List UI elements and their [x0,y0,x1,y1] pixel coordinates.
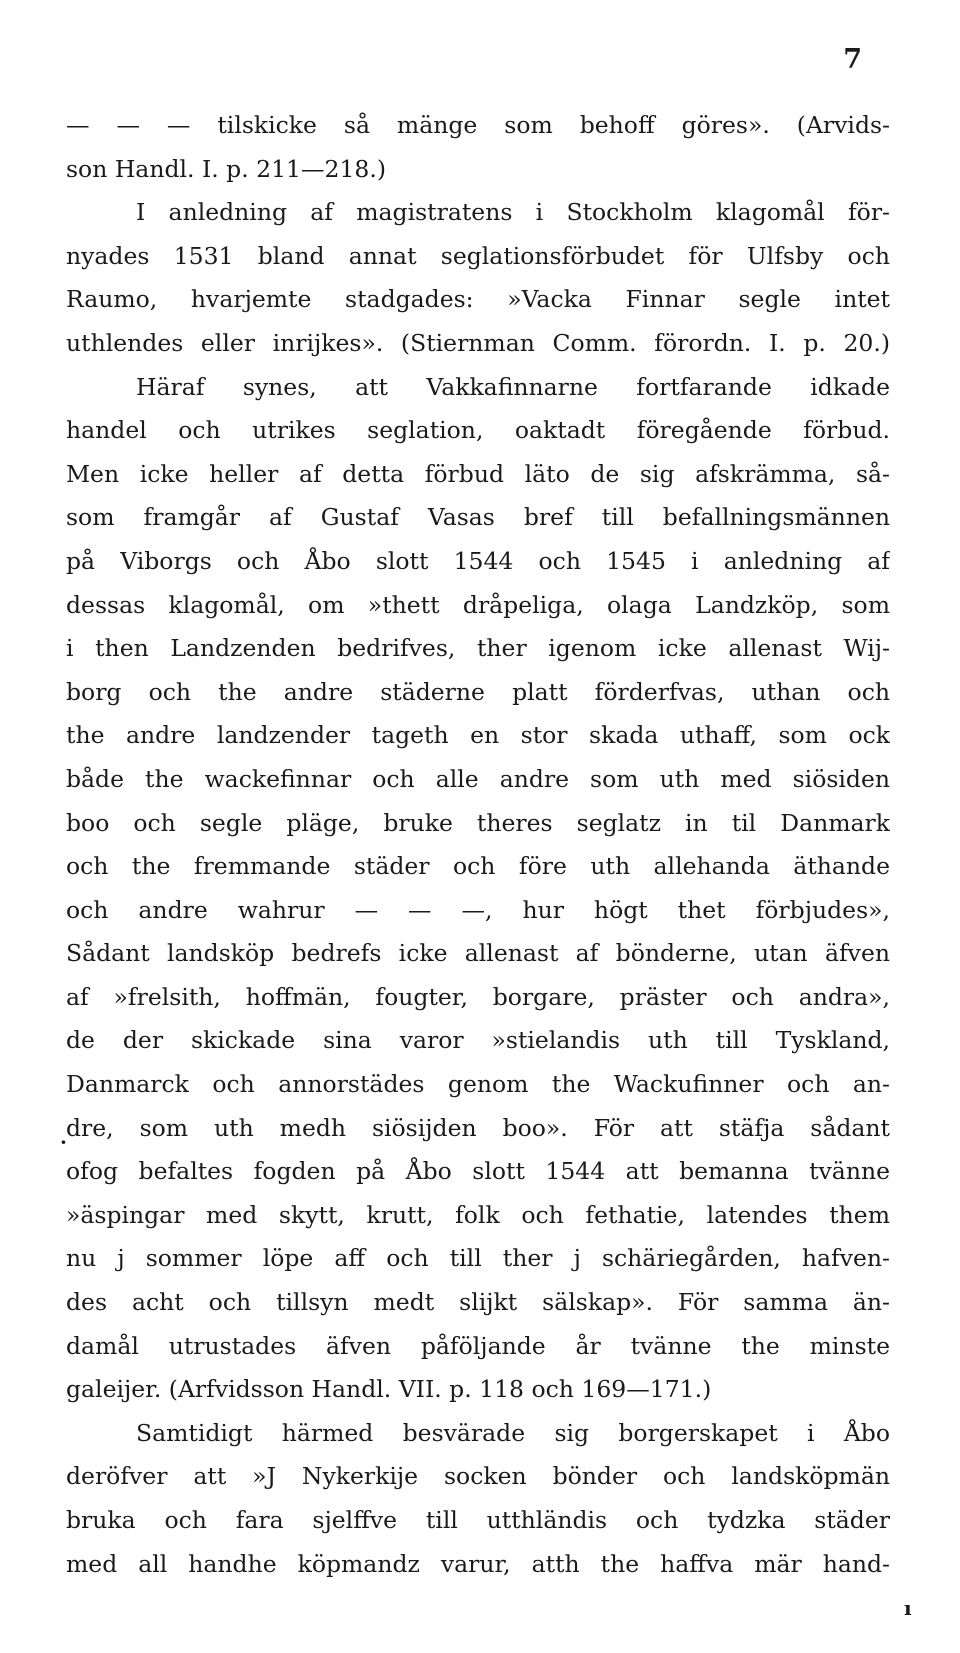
text-line: de der skickade sina varor »stielandis uth till Tyskland, [66,1026,890,1055]
text-line: handel och utrikes seglation, oaktadt föregående förbud. [66,416,890,445]
text-line: Sådant landsköp bedrefs icke allenast af bönderne, utan äfven [66,939,890,968]
text-line: — — — tilskicke så mänge som behoff göres». (Arvids- [66,111,890,139]
text-line: Danmarck och annorstädes genom the Wackufinner och an- [66,1070,890,1099]
text-line: the andre landzender tageth en stor skada uthaff, som ock [66,721,890,750]
body-text [66,104,890,1586]
text-line: Raumo, hvarjemte stadgades: »Vacka Finnar segle intet [66,285,890,314]
text-line: galeijer. (Arfvidsson Handl. VII. p. 118 och 169—171.) [66,1375,712,1404]
text-line: »äspingar med skytt, krutt, folk och fethatie, latendes them [66,1200,890,1229]
margin-mark: ı [904,1596,912,1620]
text-line: af »frelsith, hoffmän, fougter, borgare, präster och andra», [66,982,890,1011]
text-line: borg och the andre städerne platt förderfvas, uthan och [66,677,890,706]
text-line: dre, som uth medh siösijden boo». För att stäfja sådant [66,1113,890,1142]
text-line: Samtidigt härmed besvärade sig borgerskapet i Åbo [136,1418,890,1447]
text-line: deröfver att »J Nykerkije socken bönder och landsköpmän [66,1462,890,1491]
text-line: ofog befaltes fogden på Åbo slott 1544 att bemanna tvänne [66,1157,890,1186]
text-line: dessas klagomål, om »thett dråpeliga, olaga Landzköp, som [66,590,890,619]
text-line: nu j sommer löpe aff och till ther j schäriegården, hafven- [66,1244,890,1273]
text-line: med all handhe köpmandz varur, atth the haffva mär hand- [66,1549,890,1578]
text-line: son Handl. I. p. 211—218.) [66,154,387,183]
text-line: både the wackefinnar och alle andre som uth med siösiden [66,764,890,793]
margin-mark: · [60,1130,67,1154]
text-line: damål utrustades äfven påföljande år tvänne the minste [66,1331,890,1360]
text-line: som framgår af Gustaf Vasas bref till befallningsmännen [66,503,890,532]
text-line: uthlendes eller inrijkes». (Stiernman Comm. förordn. I. p. 20.) [66,328,890,357]
text-line: des acht och tillsyn medt slijkt sälskap». För samma än- [66,1288,890,1317]
text-line: boo och segle pläge, bruke theres seglatz in til Danmark [66,808,890,837]
text-line: nyades 1531 bland annat seglationsförbudet för Ulfsby och [66,241,890,270]
text-line: och the fremmande städer och före uth allehanda äthande [66,852,890,881]
text-line: I anledning af magistratens i Stockholm klagomål för- [136,198,890,227]
text-line: på Viborgs och Åbo slott 1544 och 1545 i anledning af [66,546,890,575]
text-line: i then Landzenden bedrifves, ther igenom icke allenast Wij- [66,634,890,663]
text-line: bruka och fara sjelffve till utthländis och tydzka städer [66,1506,890,1534]
text-line: Men icke heller af detta förbud läto de sig afskrämma, så- [66,459,890,488]
page-number: 7 [843,44,862,75]
text-line: Häraf synes, att Vakkafinnarne fortfarande idkade [136,372,890,401]
text-line: och andre wahrur — — —, hur högt thet förbjudes», [66,895,890,924]
